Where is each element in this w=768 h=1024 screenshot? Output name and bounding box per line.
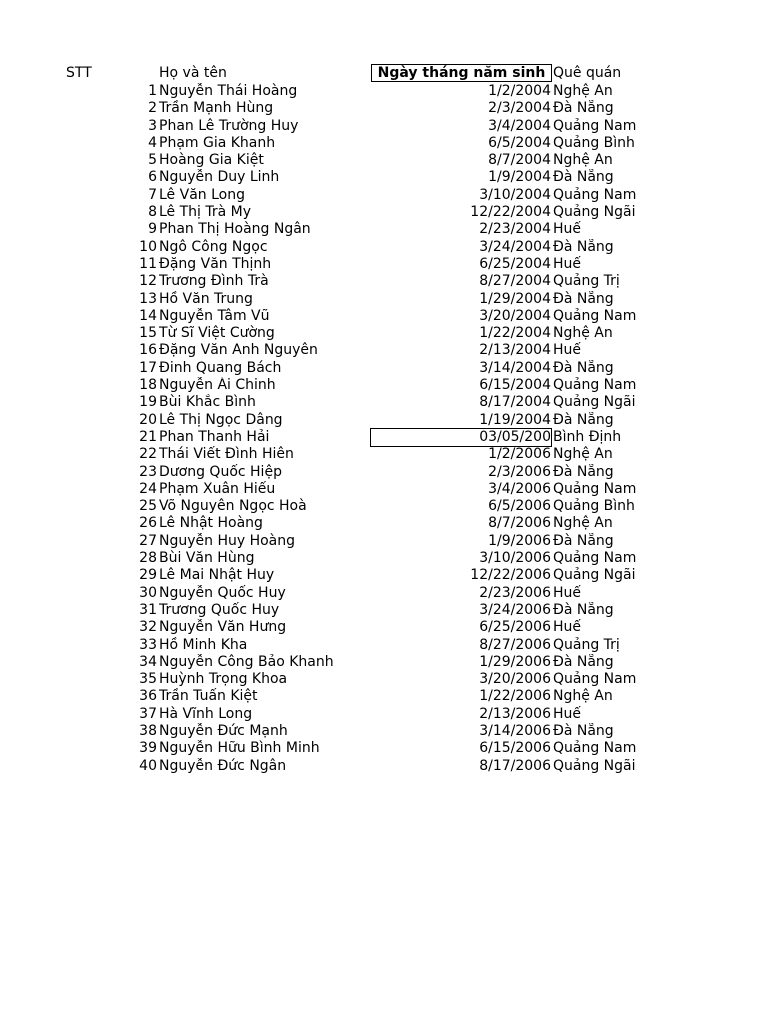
hometown-cell[interactable]: Quảng Nam (553, 117, 637, 134)
dob-cell[interactable]: 2/3/2006 (488, 463, 551, 480)
table-row (0, 308, 768, 325)
name-cell[interactable]: Nguyễn Đức Mạnh (159, 722, 288, 739)
table-row (0, 135, 768, 152)
dob-cell[interactable]: 1/29/2004 (479, 290, 551, 307)
dob-cell[interactable]: 6/15/2004 (479, 377, 551, 394)
stt-cell[interactable]: 3 (148, 117, 157, 134)
table-row (0, 118, 768, 135)
name-cell[interactable]: Ngô Công Ngọc (159, 238, 268, 255)
stt-cell[interactable]: 32 (139, 619, 157, 636)
dob-cell[interactable]: 6/5/2004 (488, 134, 551, 151)
hometown-cell[interactable]: Quảng Trị (553, 636, 620, 653)
dob-cell[interactable]: 12/22/2006 (470, 567, 551, 584)
dob-cell[interactable]: 8/17/2004 (479, 394, 551, 411)
hometown-cell[interactable]: Đà Nẵng (553, 601, 614, 618)
dob-cell[interactable]: 2/23/2006 (479, 584, 551, 601)
dob-cell[interactable]: 1/9/2006 (488, 532, 551, 549)
table-row (0, 342, 768, 359)
hometown-cell[interactable]: Huế (553, 221, 582, 238)
dob-cell[interactable]: 3/4/2004 (488, 117, 551, 134)
dob-cell[interactable]: 3/10/2006 (479, 550, 551, 567)
dob-cell[interactable]: 3/14/2006 (479, 722, 551, 739)
stt-cell[interactable]: 5 (148, 152, 157, 169)
name-cell[interactable]: Nguyễn Đức Ngân (159, 757, 287, 774)
name-cell[interactable]: Đặng Văn Anh Nguyên (159, 342, 318, 359)
hometown-cell[interactable]: Huế (553, 255, 582, 272)
dob-cell[interactable]: 1/9/2004 (488, 169, 551, 186)
dob-cell[interactable]: 3/10/2004 (479, 186, 551, 203)
name-cell[interactable]: Nguyễn Quốc Huy (159, 584, 286, 601)
name-cell[interactable]: Nguyễn Huy Hoàng (159, 532, 296, 549)
dob-cell[interactable]: 2/3/2004 (488, 100, 551, 117)
name-cell[interactable]: Bùi Văn Hùng (159, 550, 255, 567)
dob-cell[interactable]: 3/20/2004 (479, 307, 551, 324)
stt-cell[interactable]: 8 (148, 204, 157, 221)
header-row (0, 64, 768, 83)
name-cell[interactable]: Trương Đình Trà (159, 273, 269, 290)
name-cell[interactable]: Phạm Xuân Hiếu (159, 480, 276, 497)
table-row (0, 187, 768, 204)
hometown-cell[interactable]: Quảng Nam (553, 480, 637, 497)
dob-cell[interactable]: 2/23/2004 (479, 221, 551, 238)
stt-cell[interactable]: 19 (139, 394, 157, 411)
stt-cell[interactable]: 17 (139, 359, 157, 376)
stt-cell[interactable]: 31 (139, 601, 157, 618)
name-cell[interactable]: Hồ Văn Trung (159, 290, 253, 307)
name-cell[interactable]: Đinh Quang Bách (159, 359, 282, 376)
hometown-cell[interactable]: Quảng Ngãi (553, 394, 636, 411)
stt-cell[interactable]: 4 (148, 134, 157, 151)
hometown-cell[interactable]: Quảng Nam (553, 740, 637, 757)
dob-cell[interactable]: 6/5/2006 (488, 498, 551, 515)
hometown-cell[interactable]: Quảng Bình (553, 134, 635, 151)
table-row (0, 464, 768, 481)
table-row (0, 619, 768, 636)
name-cell[interactable]: Trần Tuấn Kiệt (159, 688, 258, 705)
table-row (0, 688, 768, 705)
table-row (0, 706, 768, 723)
hometown-cell[interactable]: Quảng Ngãi (553, 567, 636, 584)
name-cell[interactable]: Huỳnh Trọng Khoa (159, 671, 288, 688)
dob-cell[interactable]: 6/25/2004 (479, 255, 551, 272)
table-row (0, 654, 768, 671)
table-row (0, 533, 768, 550)
dob-cell[interactable]: 3/14/2004 (479, 359, 551, 376)
table-row (0, 394, 768, 411)
stt-cell[interactable]: 7 (148, 186, 157, 203)
stt-cell[interactable]: 2 (148, 100, 157, 117)
header-name[interactable]: Họ và tên (159, 65, 227, 81)
hometown-cell[interactable]: Đà Nẵng (553, 532, 614, 549)
table-body (0, 83, 768, 775)
hometown-cell[interactable]: Nghệ An (553, 446, 613, 463)
hometown-cell[interactable]: Nghệ An (553, 83, 613, 99)
stt-cell[interactable]: 27 (139, 532, 157, 549)
stt-cell[interactable]: 18 (139, 377, 157, 394)
table-row (0, 758, 768, 775)
name-cell[interactable]: Đặng Văn Thịnh (159, 255, 272, 272)
name-cell[interactable]: Phạm Gia Khanh (159, 134, 276, 151)
hometown-cell[interactable]: Nghệ An (553, 152, 613, 169)
stt-cell[interactable]: 33 (139, 636, 157, 653)
stt-cell[interactable]: 10 (139, 238, 157, 255)
table-row (0, 671, 768, 688)
stt-cell[interactable]: 22 (139, 446, 157, 463)
dob-cell[interactable]: 8/7/2004 (488, 152, 551, 169)
name-cell[interactable]: Hà Vĩnh Long (159, 705, 253, 722)
name-cell[interactable]: Nguyễn Ái Chinh (159, 377, 276, 394)
stt-cell[interactable]: 35 (139, 671, 157, 688)
hometown-cell[interactable]: Quảng Trị (553, 273, 620, 290)
stt-cell[interactable]: 34 (139, 653, 157, 670)
dob-cell[interactable]: 6/25/2006 (479, 619, 551, 636)
table-row (0, 515, 768, 532)
header-hometown[interactable]: Quê quán (553, 65, 622, 81)
stt-cell[interactable]: 6 (148, 169, 157, 186)
table-row (0, 567, 768, 584)
hometown-cell[interactable]: Nghệ An (553, 515, 613, 532)
name-cell[interactable]: Hồ Minh Kha (159, 636, 248, 653)
header-dob-selected-cell[interactable]: Ngày tháng năm sinh (371, 64, 552, 82)
hometown-cell[interactable]: Đà Nẵng (553, 463, 614, 480)
stt-cell[interactable]: 40 (139, 757, 157, 774)
name-cell[interactable]: Lê Nhật Hoàng (159, 515, 263, 532)
hometown-cell[interactable]: Quảng Nam (553, 377, 637, 394)
hometown-cell[interactable]: Đà Nẵng (553, 411, 614, 428)
stt-cell[interactable]: 30 (139, 584, 157, 601)
stt-cell[interactable]: 23 (139, 463, 157, 480)
stt-cell[interactable]: 26 (139, 515, 157, 532)
name-cell[interactable]: Nguyễn Văn Hưng (159, 619, 287, 636)
name-cell[interactable]: Từ Sĩ Việt Cường (159, 325, 275, 342)
table-row (0, 221, 768, 238)
name-cell[interactable]: Phan Thanh Hải (159, 428, 270, 445)
name-cell[interactable]: Nguyễn Tâm Vũ (159, 307, 270, 324)
dob-cell[interactable]: 1/22/2006 (479, 688, 551, 705)
dob-cell[interactable]: 8/7/2006 (488, 515, 551, 532)
table-row (0, 740, 768, 757)
name-cell[interactable]: Nguyễn Duy Linh (159, 169, 280, 186)
dob-cell[interactable]: 1/22/2004 (479, 325, 551, 342)
stt-cell[interactable]: 24 (139, 480, 157, 497)
dob-cell[interactable]: 3/24/2004 (479, 238, 551, 255)
table-row (0, 256, 768, 273)
hometown-cell[interactable]: Quảng Ngãi (553, 204, 636, 221)
table-row (0, 585, 768, 602)
hometown-cell[interactable]: Quảng Ngãi (553, 757, 636, 774)
dob-cell[interactable]: 03/05/200 (370, 428, 552, 447)
stt-cell[interactable]: 37 (139, 705, 157, 722)
stt-cell[interactable]: 38 (139, 722, 157, 739)
name-cell[interactable]: Bùi Khắc Bình (159, 394, 256, 411)
hometown-cell[interactable]: Đà Nẵng (553, 238, 614, 255)
dob-cell[interactable]: 3/24/2006 (479, 601, 551, 618)
hometown-cell[interactable]: Huế (553, 619, 582, 636)
dob-cell[interactable]: 1/2/2006 (488, 446, 551, 463)
table-row (0, 446, 768, 463)
name-cell[interactable]: Thái Viết Đình Hiên (159, 446, 294, 463)
hometown-cell[interactable]: Đà Nẵng (553, 653, 614, 670)
stt-cell[interactable]: 20 (139, 411, 157, 428)
stt-cell[interactable]: 28 (139, 550, 157, 567)
name-cell[interactable]: Lê Thị Trà My (159, 204, 252, 221)
student-table (0, 64, 768, 775)
dob-cell[interactable]: 2/13/2004 (479, 342, 551, 359)
hometown-cell[interactable]: Bình Định (553, 428, 622, 445)
table-row (0, 204, 768, 221)
hometown-cell[interactable]: Nghệ An (553, 688, 613, 705)
dob-cell[interactable]: 8/17/2006 (479, 757, 551, 774)
name-cell[interactable]: Trương Quốc Huy (159, 601, 280, 618)
table-row (0, 723, 768, 740)
name-cell[interactable]: Nguyễn Thái Hoàng (159, 83, 298, 99)
stt-cell[interactable]: 21 (139, 428, 157, 445)
hometown-cell[interactable]: Huế (553, 584, 582, 601)
name-cell[interactable]: Nguyễn Hữu Bình Minh (159, 740, 320, 757)
dob-cell[interactable]: 3/20/2006 (479, 671, 551, 688)
stt-cell[interactable]: 1 (148, 83, 157, 99)
name-cell[interactable]: Phan Thị Hoàng Ngân (159, 221, 311, 238)
hometown-cell[interactable]: Quảng Nam (553, 550, 637, 567)
dob-cell[interactable]: 1/2/2004 (488, 83, 551, 99)
name-cell[interactable]: Lê Thị Ngọc Dâng (159, 411, 283, 428)
table-row (0, 481, 768, 498)
dob-cell[interactable]: 2/13/2006 (479, 705, 551, 722)
stt-cell[interactable]: 25 (139, 498, 157, 515)
stt-cell[interactable]: 15 (139, 325, 157, 342)
table-row (0, 273, 768, 290)
hometown-cell[interactable]: Quảng Nam (553, 186, 637, 203)
hometown-cell[interactable]: Quảng Nam (553, 307, 637, 324)
table-row (0, 377, 768, 394)
table-row (0, 325, 768, 342)
table-row (0, 152, 768, 169)
dob-cell[interactable]: 8/27/2004 (479, 273, 551, 290)
name-cell[interactable]: Nguyễn Công Bảo Khanh (159, 653, 334, 670)
dob-cell[interactable]: 1/19/2004 (479, 411, 551, 428)
dob-cell[interactable]: 1/29/2006 (479, 653, 551, 670)
stt-cell[interactable]: 16 (139, 342, 157, 359)
name-cell[interactable]: Võ Nguyên Ngọc Hoà (159, 498, 307, 515)
dob-cell[interactable]: 3/4/2006 (488, 480, 551, 497)
stt-cell[interactable]: 11 (139, 255, 157, 272)
dob-cell[interactable]: 6/15/2006 (479, 740, 551, 757)
table-row (0, 83, 768, 100)
dob-cell[interactable]: 12/22/2004 (470, 204, 551, 221)
table-row (0, 498, 768, 515)
table-row (0, 291, 768, 308)
hometown-cell[interactable]: Đà Nẵng (553, 169, 614, 186)
table-row (0, 550, 768, 567)
table-row (0, 637, 768, 654)
hometown-cell[interactable]: Đà Nẵng (553, 359, 614, 376)
name-cell[interactable]: Lê Văn Long (159, 186, 245, 203)
name-cell[interactable]: Trần Mạnh Hùng (159, 100, 274, 117)
stt-cell[interactable]: 36 (139, 688, 157, 705)
table-row (0, 429, 768, 446)
table-row (0, 169, 768, 186)
hometown-cell[interactable]: Huế (553, 705, 582, 722)
stt-cell[interactable]: 13 (139, 290, 157, 307)
hometown-cell[interactable]: Quảng Nam (553, 671, 637, 688)
name-cell[interactable]: Hoàng Gia Kiệt (159, 152, 264, 169)
hometown-cell[interactable]: Nghệ An (553, 325, 613, 342)
hometown-cell[interactable]: Đà Nẵng (553, 290, 614, 307)
name-cell[interactable]: Dương Quốc Hiệp (159, 463, 282, 480)
hometown-cell[interactable]: Đà Nẵng (553, 100, 614, 117)
stt-cell[interactable]: 39 (139, 740, 157, 757)
dob-cell[interactable]: 8/27/2006 (479, 636, 551, 653)
stt-cell[interactable]: 12 (139, 273, 157, 290)
table-row (0, 100, 768, 117)
stt-cell[interactable]: 29 (139, 567, 157, 584)
hometown-cell[interactable]: Huế (553, 342, 582, 359)
name-cell[interactable]: Lê Mai Nhật Huy (159, 567, 275, 584)
table-row (0, 360, 768, 377)
table-row (0, 412, 768, 429)
table-row (0, 602, 768, 619)
hometown-cell[interactable]: Đà Nẵng (553, 722, 614, 739)
stt-cell[interactable]: 14 (139, 307, 157, 324)
stt-cell[interactable]: 9 (148, 221, 157, 238)
header-stt[interactable]: STT (66, 65, 92, 81)
name-cell[interactable]: Phan Lê Trường Huy (159, 117, 299, 134)
table-row (0, 239, 768, 256)
hometown-cell[interactable]: Quảng Bình (553, 498, 635, 515)
